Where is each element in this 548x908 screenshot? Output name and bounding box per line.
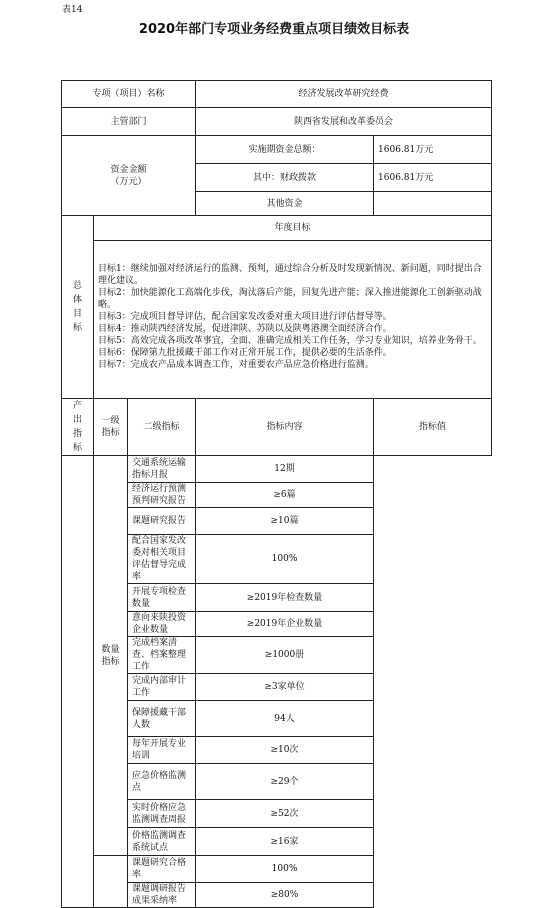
indicator-header-row [62, 399, 492, 456]
goal-item: 目标7：完成农产品成本调查工作，对重要农产品应急价格进行监测。 [98, 360, 374, 370]
indicator-value: ≥10篇 [196, 508, 374, 535]
fund-amount-title: 资金金额 [110, 164, 147, 175]
output-indicator-chars [66, 399, 89, 455]
goals-cell [94, 241, 492, 399]
indicator-value: ≥2019年检查数量 [196, 584, 374, 612]
indicator-content: 应急价格监测点 [128, 764, 196, 800]
overall-target-char: 体 [72, 295, 82, 305]
table-row [62, 456, 492, 483]
year-target-label: 年度目标 [94, 216, 492, 241]
indicator-value: ≥6篇 [196, 483, 374, 508]
header-value: 指标值 [374, 399, 492, 456]
goals-list [98, 263, 487, 371]
year-target-header-row [62, 216, 492, 241]
indicator-content: 保障援藏干部人数 [128, 701, 196, 737]
output-indicator-char: 出 [72, 415, 82, 425]
fund-financial-label: 其中：财政拨款 [196, 164, 374, 192]
indicator-value: ≥1000册 [196, 637, 374, 674]
fund-total-value: 1606.81万元 [374, 136, 492, 164]
overall-target-chars [66, 279, 89, 335]
output-indicator-char: 标 [72, 443, 82, 453]
indicator-content: 实时价格应急监测调查周报 [128, 800, 196, 828]
indicator-value: ≥80% [196, 883, 374, 908]
indicator-value: ≥16家 [196, 828, 374, 856]
indicator-content: 开展专项检查数量 [128, 584, 196, 612]
overall-target-char: 总 [72, 281, 82, 291]
table-number-tag: 表14 [62, 5, 83, 15]
goal-item: 目标6：保障第九批援藏干部工作对正常开展工作，提供必要的生活条件。 [98, 348, 392, 358]
fund-other-label: 其他资金 [196, 192, 374, 216]
fund-amount-label [62, 136, 196, 216]
overall-target-char: 目 [72, 309, 82, 319]
output-indicator-cell [62, 399, 94, 456]
project-name-value: 经济发展改革研究经费 [196, 81, 492, 108]
indicator-value: 100% [196, 856, 374, 883]
indicator-value: ≥10次 [196, 737, 374, 764]
indicator-content: 意向来陕投资企业数量 [128, 612, 196, 637]
indicator-content: 每年开展专业培训 [128, 737, 196, 764]
indicator-content: 完成档案清查、档案整理工作 [128, 637, 196, 674]
department-label: 主管部门 [62, 108, 196, 136]
indicator-content: 价格监测调查系统试点 [128, 828, 196, 856]
indicator-value: 100% [196, 535, 374, 584]
indicator-value: 12期 [196, 456, 374, 483]
department-row [62, 108, 492, 136]
performance-target-table [61, 80, 492, 908]
project-name-row [62, 81, 492, 108]
level2-blank-cell [94, 856, 128, 908]
goal-item: 目标1：继续加强对经济运行的监测、预判，通过综合分析及时发现新情况、新问题，同时提出合理化建议。 [98, 264, 482, 286]
indicator-content: 课题研究合格率 [128, 856, 196, 883]
goals-row [62, 241, 492, 399]
header-content: 指标内容 [196, 399, 374, 456]
indicator-content: 课题研究报告 [128, 508, 196, 535]
fund-other-value [374, 192, 492, 216]
goal-item: 目标3：完成项目督导评估，配合国家发改委对重大项目进行评估督导等。 [98, 312, 392, 322]
indicator-rows [62, 456, 492, 908]
indicator-content: 完成内部审计工作 [128, 674, 196, 701]
document-title: 2020年部门专项业务经费重点项目绩效目标表 [138, 22, 410, 37]
indicator-content: 课题调研报告成果采纳率 [128, 883, 196, 908]
fund-amount-unit: （万元） [110, 176, 147, 187]
indicator-value: 94人 [196, 701, 374, 737]
indicator-content: 交通系统运输指标月报 [128, 456, 196, 483]
output-indicator-char: 产 [72, 401, 82, 411]
indicator-content: 经济运行预测预判研究报告 [128, 483, 196, 508]
fund-total-label: 实施期资金总额： [196, 136, 374, 164]
quantity-indicator-label: 数量指标 [94, 456, 128, 856]
header-level2: 二级指标 [128, 399, 196, 456]
fund-total-row [62, 136, 492, 164]
fund-financial-value: 1606.81万元 [374, 164, 492, 192]
goal-item: 目标5：高效完成各项改革事宜，全面、准确完成相关工作任务，学习专业知识，培养业务骨干。 [98, 336, 482, 346]
goal-item: 目标2：加快能源化工高端化步伐，淘汰落后产能，回复先进产能；深入推进能源化工创新驱动战略。 [98, 288, 482, 310]
indicator-value: ≥29个 [196, 764, 374, 800]
header-level1: 一级指标 [94, 399, 128, 456]
indicator-value: ≥52次 [196, 800, 374, 828]
indicator-value: ≥2019年企业数量 [196, 612, 374, 637]
overall-target-char: 标 [72, 323, 82, 333]
output-indicator-char: 指 [72, 429, 82, 439]
overall-target-label [62, 216, 94, 399]
indicator-value: ≥3家单位 [196, 674, 374, 701]
table-row [62, 856, 492, 883]
project-name-label: 专项（项目）名称 [62, 81, 196, 108]
goal-item: 目标4：推动陕西经济发展，促进津陕、苏陕以及陕粤港澳全面经济合作。 [98, 324, 392, 334]
level1-blank-cell [62, 456, 94, 908]
department-value: 陕西省发展和改革委员会 [196, 108, 492, 136]
indicator-content: 配合国家发改委对相关项目评估督导完成率 [128, 535, 196, 584]
